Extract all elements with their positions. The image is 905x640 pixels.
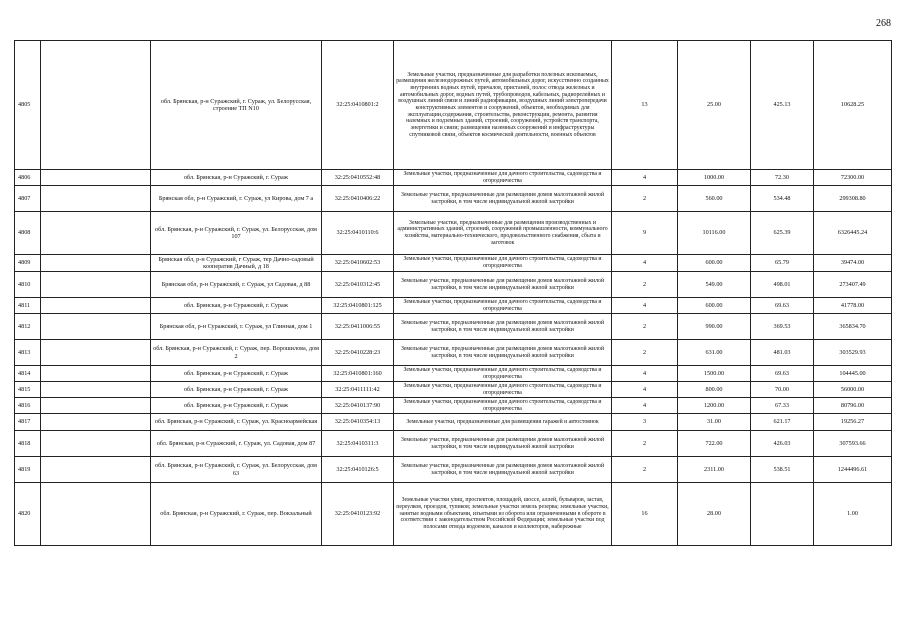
- use-group-cell: 4: [612, 298, 678, 314]
- cadastral-value-cell: 1.00: [814, 483, 892, 546]
- address-cell: обл. Брянская, р-н Суражский, г. Сураж: [151, 382, 322, 398]
- use-group-cell: 2: [612, 457, 678, 483]
- use-group-cell: 4: [612, 255, 678, 272]
- land-use-cell: Земельные участки, предназначенные для дачного строительства, садоводства и огородничества: [394, 366, 612, 382]
- blank-cell: [41, 483, 151, 546]
- land-use-cell: Земельные участки, предназначенные для размещения домов малоэтажной жилой застройки, в том числе индивидуальной жилой застройки: [394, 340, 612, 366]
- specific-value-cell: 70.00: [751, 382, 814, 398]
- cadastral-value-cell: 365834.70: [814, 314, 892, 340]
- use-group-cell: 4: [612, 170, 678, 186]
- row-number: 4812: [15, 314, 41, 340]
- area-cell: 560.00: [678, 186, 751, 212]
- specific-value-cell: 498.01: [751, 272, 814, 298]
- area-cell: 10116.00: [678, 212, 751, 255]
- row-number: 4816: [15, 398, 41, 414]
- row-number: 4810: [15, 272, 41, 298]
- land-use-cell: Земельные участки, предназначенные для дачного строительства, садоводства и огородничества: [394, 398, 612, 414]
- blank-cell: [41, 431, 151, 457]
- specific-value-cell: [751, 483, 814, 546]
- cadastral-value-cell: 72300.00: [814, 170, 892, 186]
- table-body: [15, 41, 892, 546]
- cadastral-value-cell: 299308.80: [814, 186, 892, 212]
- cadastral-value-cell: 19256.27: [814, 414, 892, 431]
- blank-cell: [41, 41, 151, 170]
- land-use-cell: Земельные участки, предназначенные для дачного строительства, садоводства и огородничества: [394, 382, 612, 398]
- blank-cell: [41, 170, 151, 186]
- specific-value-cell: 538.51: [751, 457, 814, 483]
- specific-value-cell: 65.79: [751, 255, 814, 272]
- specific-value-cell: 426.03: [751, 431, 814, 457]
- address-cell: обл. Брянская, р-н Суражский, г. Сураж, ул. Белорусская, дом 63: [151, 457, 322, 483]
- specific-value-cell: 369.53: [751, 314, 814, 340]
- cadastral-number-cell: 32:25:0410801:160: [322, 366, 394, 382]
- address-cell: Брянская обл, р-н Суражский, г. Сураж, ул Кирова, дом 7 а: [151, 186, 322, 212]
- address-cell: обл. Брянская, р-н Суражский, г. Сураж, ул. Белорусская, дом 107: [151, 212, 322, 255]
- table-row: [15, 483, 892, 546]
- address-cell: обл. Брянская, р-н Суражский, г. Сураж, ул. Садовая, дом 87: [151, 431, 322, 457]
- specific-value-cell: 425.13: [751, 41, 814, 170]
- row-number: 4809: [15, 255, 41, 272]
- row-number: 4815: [15, 382, 41, 398]
- blank-cell: [41, 272, 151, 298]
- specific-value-cell: 72.30: [751, 170, 814, 186]
- use-group-cell: 9: [612, 212, 678, 255]
- land-use-cell: Земельные участки, предназначенные для дачного строительства, садоводства и огородничества: [394, 170, 612, 186]
- land-use-cell: Земельные участки, предназначенные для размещения домов малоэтажной жилой застройки, в том числе индивидуальной жилой застройки: [394, 431, 612, 457]
- area-cell: 990.00: [678, 314, 751, 340]
- row-number: 4805: [15, 41, 41, 170]
- cadastral-value-table: [14, 40, 892, 546]
- area-cell: 722.00: [678, 431, 751, 457]
- table-row: [15, 272, 892, 298]
- cadastral-value-cell: 80796.00: [814, 398, 892, 414]
- address-cell: обл. Брянская, р-н Суражский, г. Сураж, ул. Красноармейская: [151, 414, 322, 431]
- row-number: 4808: [15, 212, 41, 255]
- use-group-cell: 2: [612, 186, 678, 212]
- area-cell: 1000.00: [678, 170, 751, 186]
- address-cell: Брянская обл, р-н Суражский, г. Сураж, ул Садовая, д 88: [151, 272, 322, 298]
- use-group-cell: 4: [612, 382, 678, 398]
- use-group-cell: 13: [612, 41, 678, 170]
- cadastral-number-cell: 32:25:0410312:45: [322, 272, 394, 298]
- table-row: [15, 457, 892, 483]
- cadastral-value-cell: 10628.25: [814, 41, 892, 170]
- land-use-cell: Земельные участки, предназначенные для дачного строительства, садоводства и огородничества: [394, 255, 612, 272]
- specific-value-cell: 625.39: [751, 212, 814, 255]
- row-number: 4820: [15, 483, 41, 546]
- cadastral-value-cell: 104445.00: [814, 366, 892, 382]
- area-cell: 600.00: [678, 298, 751, 314]
- land-use-cell: Земельные участки, предназначенные для размещения производственных и административных зданий, строений, сооружений промышленности, коммунального хозяйства, материально-технического, продовольственного снабжения, сбыта и заготовок: [394, 212, 612, 255]
- cadastral-number-cell: 32:25:0410354:13: [322, 414, 394, 431]
- land-use-cell: Земельные участки, предназначенные для размещения домов малоэтажной жилой застройки, в том числе индивидуальной жилой застройки: [394, 314, 612, 340]
- table-row: [15, 41, 892, 170]
- use-group-cell: 2: [612, 431, 678, 457]
- use-group-cell: 4: [612, 366, 678, 382]
- cadastral-number-cell: 32:25:0410801:125: [322, 298, 394, 314]
- land-use-cell: Земельные участки, предназначенные для размещения домов малоэтажной жилой застройки, в том числе индивидуальной жилой застройки: [394, 457, 612, 483]
- area-cell: 631.00: [678, 340, 751, 366]
- table-row: [15, 398, 892, 414]
- blank-cell: [41, 382, 151, 398]
- table-row: [15, 212, 892, 255]
- cadastral-number-cell: 32:25:0410552:48: [322, 170, 394, 186]
- row-number: 4806: [15, 170, 41, 186]
- use-group-cell: 4: [612, 398, 678, 414]
- table-row: [15, 186, 892, 212]
- specific-value-cell: 67.33: [751, 398, 814, 414]
- address-cell: обл. Брянская, р-н Суражский, г. Сураж, пер. Ворошилова, дом 2: [151, 340, 322, 366]
- area-cell: 800.00: [678, 382, 751, 398]
- use-group-cell: 2: [612, 272, 678, 298]
- cadastral-number-cell: 32:25:0410110:6: [322, 212, 394, 255]
- area-cell: 549.00: [678, 272, 751, 298]
- blank-cell: [41, 340, 151, 366]
- blank-cell: [41, 366, 151, 382]
- address-cell: обл. Брянская, р-н Суражский, г. Сураж: [151, 366, 322, 382]
- row-number: 4811: [15, 298, 41, 314]
- cadastral-number-cell: 32:25:0410228:23: [322, 340, 394, 366]
- table-row: [15, 414, 892, 431]
- cadastral-number-cell: 32:25:0410801:2: [322, 41, 394, 170]
- area-cell: 28.00: [678, 483, 751, 546]
- use-group-cell: 2: [612, 340, 678, 366]
- blank-cell: [41, 186, 151, 212]
- area-cell: 1500.00: [678, 366, 751, 382]
- land-use-cell: Земельные участки, предназначенные для размещения домов малоэтажной жилой застройки, в том числе индивидуальной жилой застройки: [394, 272, 612, 298]
- row-number: 4819: [15, 457, 41, 483]
- cadastral-number-cell: 32:25:0411006:55: [322, 314, 394, 340]
- blank-cell: [41, 457, 151, 483]
- cadastral-number-cell: 32:25:0410602:53: [322, 255, 394, 272]
- area-cell: 25.00: [678, 41, 751, 170]
- row-number: 4817: [15, 414, 41, 431]
- blank-cell: [41, 398, 151, 414]
- row-number: 4807: [15, 186, 41, 212]
- table-row: [15, 255, 892, 272]
- blank-cell: [41, 314, 151, 340]
- table-row: [15, 340, 892, 366]
- row-number: 4814: [15, 366, 41, 382]
- page-number: 268: [876, 18, 891, 29]
- cadastral-value-cell: 1244496.61: [814, 457, 892, 483]
- blank-cell: [41, 298, 151, 314]
- table-row: [15, 298, 892, 314]
- blank-cell: [41, 414, 151, 431]
- address-cell: обл. Брянская, р-н Суражский, г. Сураж: [151, 170, 322, 186]
- specific-value-cell: 481.03: [751, 340, 814, 366]
- area-cell: 31.00: [678, 414, 751, 431]
- blank-cell: [41, 255, 151, 272]
- specific-value-cell: 534.48: [751, 186, 814, 212]
- address-cell: Брянская обл, р-н Суражский, г. Сураж, ул Глинная, дом 1: [151, 314, 322, 340]
- address-cell: обл. Брянская, р-н Суражский, г. Сураж: [151, 398, 322, 414]
- cadastral-number-cell: 32:25:0411111:42: [322, 382, 394, 398]
- table-row: [15, 431, 892, 457]
- land-use-cell: Земельные участки, предназначенные для размещения домов малоэтажной жилой застройки, в том числе индивидуальной жилой застройки: [394, 186, 612, 212]
- area-cell: 600.00: [678, 255, 751, 272]
- row-number: 4818: [15, 431, 41, 457]
- use-group-cell: 2: [612, 314, 678, 340]
- use-group-cell: 3: [612, 414, 678, 431]
- land-use-cell: Земельные участки, предназначенные для размещения гаражей и автостоянок: [394, 414, 612, 431]
- table-row: [15, 170, 892, 186]
- use-group-cell: 16: [612, 483, 678, 546]
- cadastral-value-cell: 307593.66: [814, 431, 892, 457]
- land-use-cell: Земельные участки, предназначенные для разработки полезных ископаемых, размещения железнодорожных путей, автомобильных дорог, искусственно созданных внутренних водных путей, причалов, пристаней, полос отвода железных и автомобильных дорог, водных путей, трубопроводов, кабельных, радиорелейных и воздушных линий связи и линий радиофикации, воздушных линий электропередачи конструктивных элементов и сооружений, объектов, необходимых для эксплуатации,содержания, строительства, реконструкции, ремонта, развития наземных и подземных зданий, строений, сооружений, устройств транспорта, энергетики и связи; размещения наземных сооружений и инфраструктуры спутниковой связи, объектов космической деятельности, военных объектов: [394, 41, 612, 170]
- cadastral-number-cell: 32:25:0410123:92: [322, 483, 394, 546]
- land-use-cell: Земельные участки, предназначенные для дачного строительства, садоводства и огородничества: [394, 298, 612, 314]
- cadastral-number-cell: 32:25:0410137:90: [322, 398, 394, 414]
- table-row: [15, 366, 892, 382]
- row-number: 4813: [15, 340, 41, 366]
- specific-value-cell: 621.17: [751, 414, 814, 431]
- cadastral-value-cell: 56000.00: [814, 382, 892, 398]
- cadastral-value-cell: 273407.49: [814, 272, 892, 298]
- cadastral-value-cell: 39474.00: [814, 255, 892, 272]
- specific-value-cell: 69.63: [751, 298, 814, 314]
- cadastral-number-cell: 32:25:0410406:22: [322, 186, 394, 212]
- blank-cell: [41, 212, 151, 255]
- specific-value-cell: 69.63: [751, 366, 814, 382]
- address-cell: обл. Брянская, р-н Суражский, г. Сураж, пер. Вокзальный: [151, 483, 322, 546]
- cadastral-number-cell: 32:25:0410311:3: [322, 431, 394, 457]
- land-use-cell: Земельные участки улиц, проспектов, площадей, шоссе, аллей, бульваров, застав, переулков, проездов, тупиков; земельные участки земель резерва; земельные участки, занятые водными объектами, изъятыми из оборота или ограниченными в обороте в соответствии с законодательством Российской Федерации; земельные участки под полосами отвода водоемов, каналов и коллекторов, набережные: [394, 483, 612, 546]
- table-row: [15, 382, 892, 398]
- address-cell: Брянская обл, р-н Суражский, г Сураж, тер Дачно-садовый кооператив Дачный, д 18: [151, 255, 322, 272]
- address-cell: обл. Брянская, р-н Суражский, г. Сураж, ул. Белорусская, строение ТП N10: [151, 41, 322, 170]
- area-cell: 1200.00: [678, 398, 751, 414]
- table-row: [15, 314, 892, 340]
- cadastral-value-cell: 303529.93: [814, 340, 892, 366]
- cadastral-value-cell: 41778.00: [814, 298, 892, 314]
- address-cell: обл. Брянская, р-н Суражский, г. Сураж: [151, 298, 322, 314]
- cadastral-value-cell: 6326445.24: [814, 212, 892, 255]
- area-cell: 2311.00: [678, 457, 751, 483]
- cadastral-number-cell: 32:25:0410126:5: [322, 457, 394, 483]
